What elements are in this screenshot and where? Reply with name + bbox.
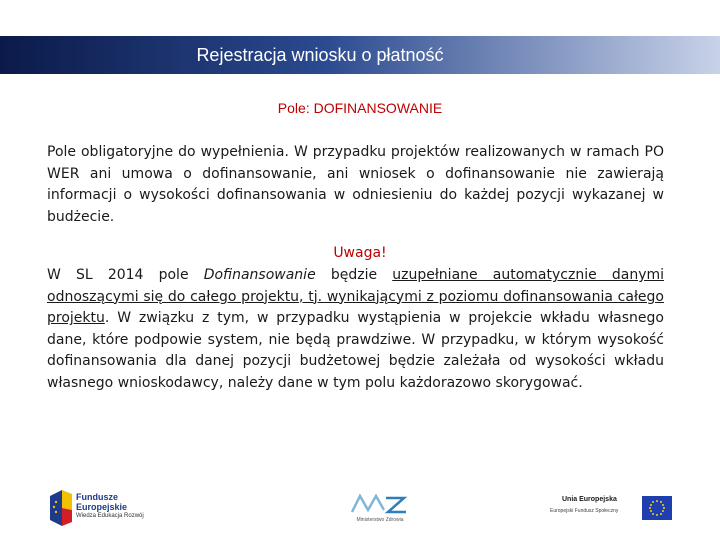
footer <box>0 488 720 528</box>
field-name: Dofinansowanie <box>203 267 316 283</box>
warning-text-1: W SL 2014 pole <box>47 267 204 283</box>
mz-logo-icon <box>348 490 412 516</box>
fe-line2: Europejskie <box>76 502 128 512</box>
warning-text-2: będzie <box>315 267 393 283</box>
ue-line2: Europejski Fundusz Społeczny <box>550 508 619 514</box>
ministerstwo-zdrowia-logo <box>348 490 438 528</box>
warning-paragraph <box>47 265 664 395</box>
fe-flag-icon <box>48 488 74 528</box>
unia-europejska-logo <box>550 494 680 524</box>
mz-label: Ministerstwo Zdrowia <box>356 517 404 523</box>
fe-line1: Fundusze <box>76 492 118 502</box>
eu-flag-icon <box>642 496 672 520</box>
warning-underlined: uzupełniane automatycznie danymi odnoszącymi się do całego projektu, tj. wynikającymi z poziomu dofinansowania całego projektu <box>47 267 665 327</box>
fundusze-europejskie-logo <box>48 488 168 528</box>
fe-line3: Wiedza Edukacja Rozwój <box>76 513 144 519</box>
warning-text-3: . W związku z tym, w przypadku wystąpienia w projekcie wkładu własnego dane, które podpowie system, nie będą prawdziwe. W przypadku, w którym wysokość dofinansowania dla danej pozycji budżetowej będzie zależała od wysokości wkładu własnego wnioskodawcy, należy dane w tym polu każdorazowo skorygować. <box>47 310 664 391</box>
paragraph-description: Pole obligatoryjne do wypełnienia. W przypadku projektów realizowanych w ramach PO WER ani umowa o dofinansowanie, ani wniosek o dofinansowanie nie zawierają informacji o wysokości dofinansowania w odniesieniu do każdej pozycji wykazanej w budżecie. <box>47 144 664 225</box>
ue-line1: Unia Europejska <box>562 496 617 503</box>
warning-title: Uwaga! <box>333 245 387 261</box>
title-bar <box>0 36 720 74</box>
field-heading: Pole: DOFINANSOWANIE <box>277 100 443 116</box>
page-title: Rejestracja wniosku o płatność <box>196 44 444 65</box>
